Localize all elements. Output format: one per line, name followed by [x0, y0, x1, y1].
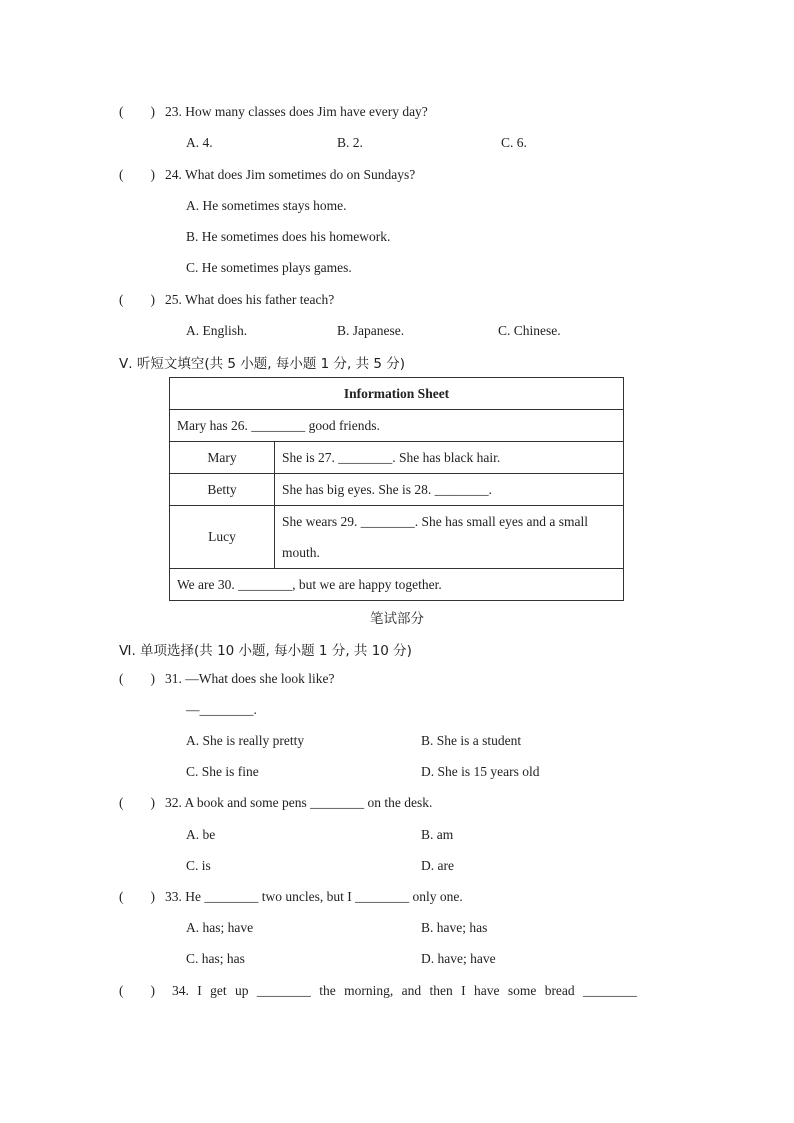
- question-23-stem: 23. How many classes does Jim have every day?: [165, 104, 428, 119]
- q24-option-a: A. He sometimes stays home.: [186, 198, 347, 213]
- section-5-heading: Ⅴ. 听短文填空(共 5 小题, 每小题 1 分, 共 5 分): [119, 356, 406, 372]
- table-name-lucy: Lucy: [170, 506, 275, 569]
- table-name-betty: Betty: [170, 474, 275, 506]
- q23-option-b: B. 2.: [337, 135, 363, 150]
- q33-option-d: D. have; have: [421, 951, 496, 966]
- question-34-stem: 34. I get up ________ the morning, and then I have some bread ________: [172, 983, 638, 998]
- q32-option-a: A. be: [186, 827, 216, 842]
- q33-option-a: A. has; have: [186, 920, 254, 935]
- table-row-intro: Mary has 26. ________ good friends.: [170, 410, 624, 442]
- question-25-stem: 25. What does his father teach?: [165, 292, 335, 307]
- table-title: Information Sheet: [170, 378, 624, 410]
- table-row-outro: We are 30. ________, but we are happy together.: [170, 569, 624, 601]
- q31-option-b: B. She is a student: [421, 733, 522, 748]
- q23-option-a: A. 4.: [186, 135, 213, 150]
- q32-option-c: C. is: [186, 858, 211, 873]
- table-text-mary: She is 27. ________. She has black hair.: [275, 442, 624, 474]
- question-24-stem: 24. What does Jim sometimes do on Sundays?: [165, 167, 416, 182]
- q32-option-d: D. are: [421, 858, 454, 873]
- answer-blank-31[interactable]: ( ): [119, 671, 155, 686]
- question-31-answer-line: —________.: [186, 702, 257, 717]
- information-sheet-table: [169, 377, 624, 601]
- answer-blank-24[interactable]: ( ): [119, 167, 155, 182]
- q25-option-c: C. Chinese.: [498, 323, 561, 338]
- q32-option-b: B. am: [421, 827, 454, 842]
- q33-option-b: B. have; has: [421, 920, 488, 935]
- written-part-title: 笔试部分: [370, 611, 424, 627]
- q24-option-b: B. He sometimes does his homework.: [186, 229, 391, 244]
- q25-option-a: A. English.: [186, 323, 248, 338]
- table-name-mary: Mary: [170, 442, 275, 474]
- answer-blank-33[interactable]: ( ): [119, 889, 155, 904]
- q31-option-c: C. She is fine: [186, 764, 259, 779]
- question-33-stem: 33. He ________ two uncles, but I ________ only one.: [165, 889, 463, 904]
- question-32-stem: 32. A book and some pens ________ on the desk.: [165, 795, 433, 810]
- answer-blank-23[interactable]: ( ): [119, 104, 155, 119]
- table-text-lucy: She wears 29. ________. She has small eyes and a small mouth.: [275, 506, 624, 569]
- table-text-betty: She has big eyes. She is 28. ________.: [275, 474, 624, 506]
- q25-option-b: B. Japanese.: [337, 323, 405, 338]
- answer-blank-32[interactable]: ( ): [119, 795, 155, 810]
- q33-option-c: C. has; has: [186, 951, 245, 966]
- q31-option-d: D. She is 15 years old: [421, 764, 540, 779]
- q24-option-c: C. He sometimes plays games.: [186, 260, 352, 275]
- section-6-heading: Ⅵ. 单项选择(共 10 小题, 每小题 1 分, 共 10 分): [119, 643, 412, 659]
- answer-blank-34[interactable]: ( ): [119, 983, 155, 998]
- q23-option-c: C. 6.: [501, 135, 527, 150]
- question-31-stem: 31. —What does she look like?: [165, 671, 335, 686]
- answer-blank-25[interactable]: ( ): [119, 292, 155, 307]
- q31-option-a: A. She is really pretty: [186, 733, 305, 748]
